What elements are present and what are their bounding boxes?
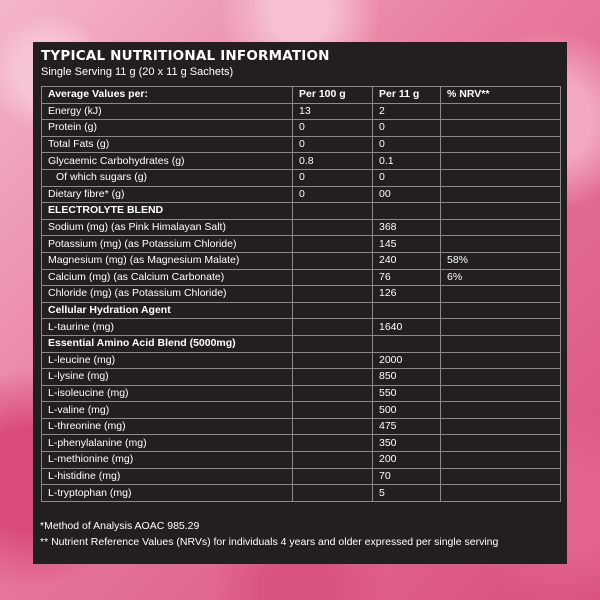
nutrient-name-cell: L-phenylalanine (mg) [42,435,293,452]
nrv-cell [441,385,561,402]
nutrient-name-cell: Calcium (mg) (as Calcium Carbonate) [42,269,293,286]
nrv-cell [441,335,561,352]
per-11g-cell: 350 [373,435,441,452]
per-100g-cell: 0 [293,120,373,137]
table-row [42,120,561,137]
nrv-cell [441,319,561,336]
nrv-cell [441,352,561,369]
nrv-cell: 6% [441,269,561,286]
nutrient-name-cell: L-histidine (mg) [42,468,293,485]
per-100g-cell [293,468,373,485]
nrv-cell [441,203,561,220]
per-100g-cell: 0.8 [293,153,373,170]
per-100g-cell [293,236,373,253]
nutrient-name-cell: L-methionine (mg) [42,452,293,469]
table-section-row [42,302,561,319]
table-row [42,269,561,286]
section-heading-cell: Cellular Hydration Agent [42,302,293,319]
nutrition-panel [33,42,567,564]
per-11g-cell: 550 [373,385,441,402]
nrv-cell [441,103,561,120]
table-row [42,319,561,336]
per-11g-cell: 0.1 [373,153,441,170]
header-per-100g: Per 100 g [293,87,373,104]
table-row [42,352,561,369]
nrv-cell [441,369,561,386]
nutrition-table [41,86,561,502]
nutrient-name-cell: Of which sugars (g) [42,169,293,186]
per-100g-cell [293,219,373,236]
header-nrv: % NRV** [441,87,561,104]
nrv-cell [441,153,561,170]
per-100g-cell [293,252,373,269]
table-row [42,485,561,502]
table-header-row [42,87,561,104]
per-100g-cell [293,286,373,303]
table-row [42,468,561,485]
per-100g-cell [293,319,373,336]
per-11g-cell: 850 [373,369,441,386]
per-11g-cell: 2000 [373,352,441,369]
per-11g-cell: 0 [373,169,441,186]
nrv-cell [441,302,561,319]
table-row [42,452,561,469]
nutrient-name-cell: Chloride (mg) (as Potassium Chloride) [42,286,293,303]
per-100g-cell [293,385,373,402]
nutrient-name-cell: Glycaemic Carbohydrates (g) [42,153,293,170]
table-row [42,385,561,402]
nrv-cell [441,169,561,186]
nutrient-name-cell: L-valine (mg) [42,402,293,419]
table-row [42,369,561,386]
per-11g-cell: 76 [373,269,441,286]
nutrient-name-cell: Potassium (mg) (as Potassium Chloride) [42,236,293,253]
nrv-cell [441,120,561,137]
per-11g-cell: 0 [373,136,441,153]
per-100g-cell [293,203,373,220]
per-11g-cell: 240 [373,252,441,269]
nutrient-name-cell: Protein (g) [42,120,293,137]
nrv-cell [441,286,561,303]
per-11g-cell: 145 [373,236,441,253]
nutrient-name-cell: L-threonine (mg) [42,418,293,435]
per-100g-cell [293,418,373,435]
table-section-row [42,203,561,220]
nrv-cell [441,136,561,153]
table-row [42,236,561,253]
per-100g-cell: 0 [293,136,373,153]
per-11g-cell: 200 [373,452,441,469]
nrv-cell [441,418,561,435]
table-row [42,186,561,203]
per-100g-cell [293,335,373,352]
per-11g-cell: 00 [373,186,441,203]
nutrient-name-cell: L-taurine (mg) [42,319,293,336]
nrv-cell: 58% [441,252,561,269]
per-11g-cell: 5 [373,485,441,502]
table-row [42,435,561,452]
table-row [42,286,561,303]
per-100g-cell [293,402,373,419]
table-row [42,219,561,236]
per-100g-cell [293,485,373,502]
table-row [42,418,561,435]
per-100g-cell [293,269,373,286]
nutrient-name-cell: Total Fats (g) [42,136,293,153]
header-per-11g: Per 11 g [373,87,441,104]
footnote-method: *Method of Analysis AOAC 985.29 [40,520,200,532]
nrv-cell [441,236,561,253]
section-heading-cell: ELECTROLYTE BLEND [42,203,293,220]
per-11g-cell: 500 [373,402,441,419]
nrv-cell [441,485,561,502]
per-100g-cell: 0 [293,186,373,203]
per-100g-cell: 13 [293,103,373,120]
per-11g-cell [373,335,441,352]
nrv-cell [441,468,561,485]
per-100g-cell: 0 [293,169,373,186]
per-100g-cell [293,452,373,469]
table-row [42,153,561,170]
per-11g-cell: 2 [373,103,441,120]
header-average-values: Average Values per: [42,87,293,104]
per-100g-cell [293,352,373,369]
footnote-nrv: ** Nutrient Reference Values (NRVs) for individuals 4 years and older expressed per single serving [40,536,499,548]
section-heading-cell: Essential Amino Acid Blend (5000mg) [42,335,293,352]
table-section-row [42,335,561,352]
table-row [42,103,561,120]
nutrient-name-cell: Magnesium (mg) (as Magnesium Malate) [42,252,293,269]
per-100g-cell [293,435,373,452]
nutrient-name-cell: Dietary fibre* (g) [42,186,293,203]
table-row [42,136,561,153]
nutrient-name-cell: L-lysine (mg) [42,369,293,386]
nrv-cell [441,435,561,452]
per-11g-cell: 368 [373,219,441,236]
per-11g-cell: 126 [373,286,441,303]
nrv-cell [441,186,561,203]
per-100g-cell [293,302,373,319]
nutrient-name-cell: L-tryptophan (mg) [42,485,293,502]
per-11g-cell: 0 [373,120,441,137]
serving-subtitle: Single Serving 11 g (20 x 11 g Sachets) [41,66,234,78]
table-body [42,103,561,501]
per-11g-cell: 1640 [373,319,441,336]
table-row [42,252,561,269]
per-11g-cell: 70 [373,468,441,485]
per-11g-cell: 475 [373,418,441,435]
per-100g-cell [293,369,373,386]
per-11g-cell [373,203,441,220]
nutrient-name-cell: Energy (kJ) [42,103,293,120]
nrv-cell [441,452,561,469]
page-title: TYPICAL NUTRITIONAL INFORMATION [41,48,330,64]
nutrient-name-cell: Sodium (mg) (as Pink Himalayan Salt) [42,219,293,236]
nrv-cell [441,219,561,236]
nutrient-name-cell: L-leucine (mg) [42,352,293,369]
table-row [42,402,561,419]
table-row [42,169,561,186]
per-11g-cell [373,302,441,319]
nrv-cell [441,402,561,419]
nutrient-name-cell: L-isoleucine (mg) [42,385,293,402]
